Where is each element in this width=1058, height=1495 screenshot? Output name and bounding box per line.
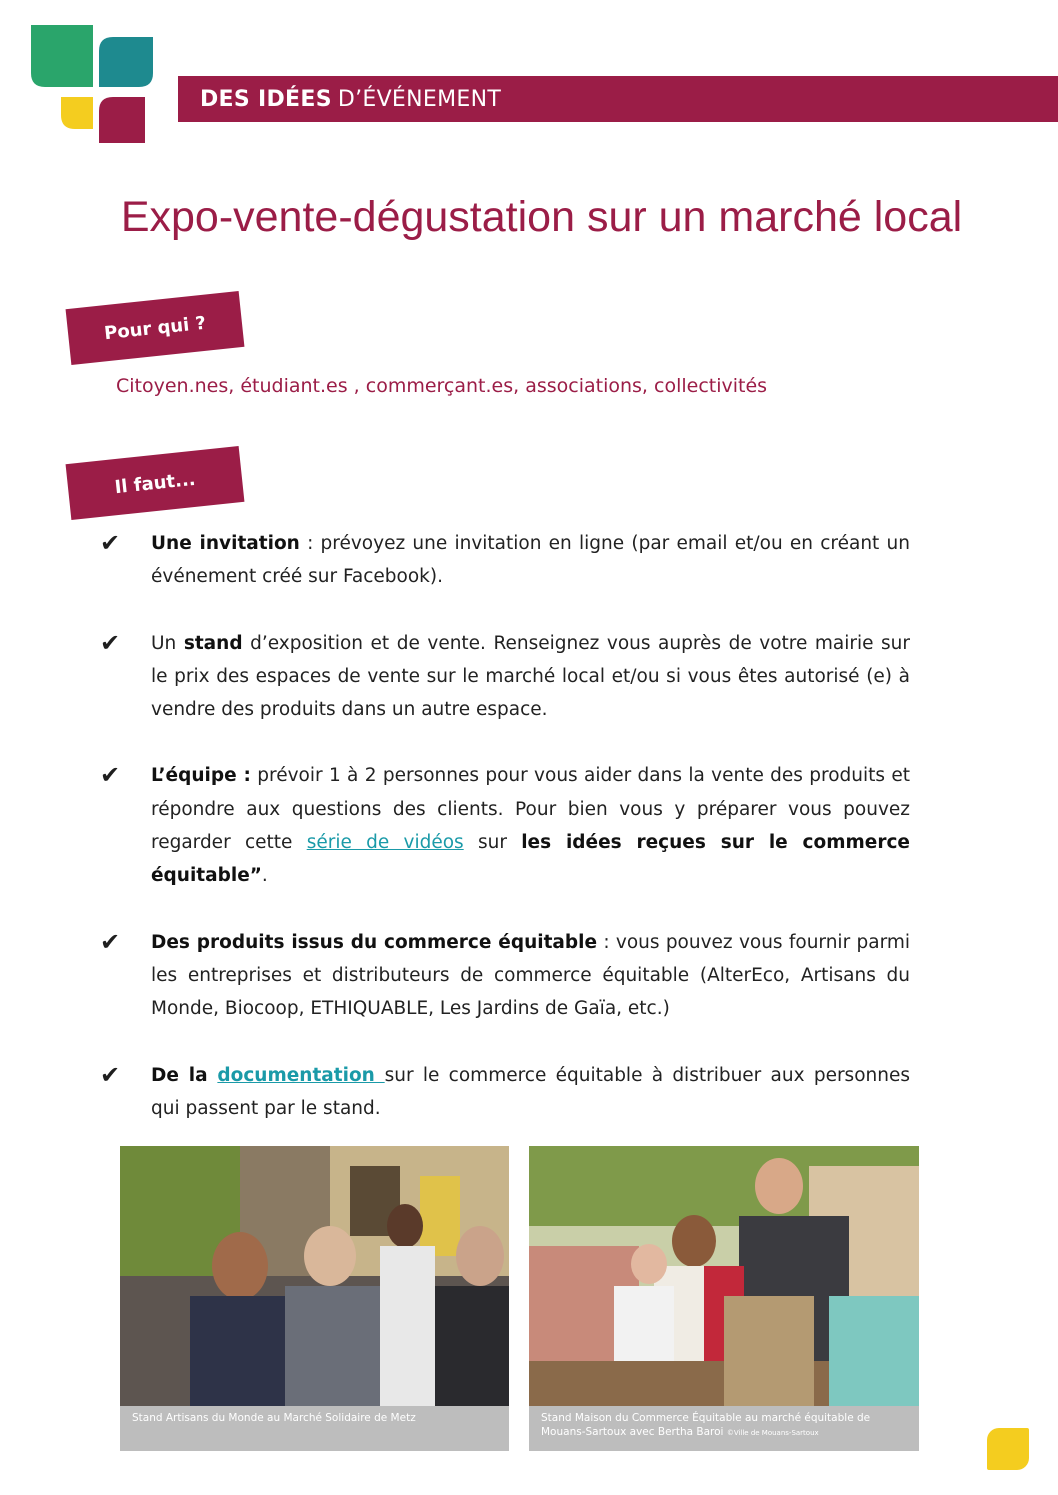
requirements-list xyxy=(100,527,910,1158)
caption-text: Stand Maison du Commerce Équitable au marché équitable de Mouans-Sartoux avec Bertha Baroi xyxy=(541,1412,871,1438)
item-rest: Renseignez vous auprès de votre mairie sur le prix des espaces de vente sur le marché local et/ou si vous êtes autorisé (e) à vendre des produits dans un autre espace. xyxy=(151,632,911,721)
page-title: Expo-vente-dégustation sur un marché local xyxy=(120,193,963,241)
caption-text: Stand Artisans du Monde au Marché Solidaire de Metz xyxy=(132,1412,416,1424)
list-item xyxy=(100,1059,910,1126)
item-bold: Une invitation xyxy=(151,533,300,554)
item-rest: prévoir 1 à 2 personnes pour vous aider dans la vente des produits et répondre aux questions des clients. Pour bien vous y préparer vous pouvez regarder cette xyxy=(151,765,910,854)
item-text xyxy=(151,1059,910,1126)
header-bold: DES IDÉES xyxy=(200,86,332,112)
documentation-link[interactable]: documentation xyxy=(217,1064,385,1086)
item-bold: De la xyxy=(151,1064,218,1086)
check-icon: ✔ xyxy=(100,529,121,557)
item-rest: : prévoyez une invitation en ligne (par email et/ou en créant un événement créé sur Facebook). xyxy=(151,533,910,588)
photo-credit: ©Ville de Mouans-Sartoux xyxy=(726,1429,819,1437)
check-icon: ✔ xyxy=(100,1060,121,1089)
check-icon: ✔ xyxy=(100,761,121,790)
item-mid: d’exposition et de vente. xyxy=(242,632,486,654)
item-bold: stand xyxy=(183,632,243,654)
audience-text: Citoyen.nes, étudiant.es , commerçant.es, associations, collectivités xyxy=(116,375,768,397)
video-series-link[interactable]: série de vidéos xyxy=(306,832,464,854)
list-item xyxy=(100,759,910,892)
header-light: D’ÉVÉNEMENT xyxy=(337,86,502,112)
check-icon: ✔ xyxy=(100,628,121,657)
item-text xyxy=(151,926,910,1026)
photo-artisans-du-monde xyxy=(120,1146,509,1451)
tag-il-faut: Il faut... xyxy=(66,446,245,520)
item-bold-2: les idées reçues sur le commerce équitable” xyxy=(151,832,910,887)
photo-maison-commerce-equitable xyxy=(529,1146,919,1451)
item-bold: L’équipe : xyxy=(151,765,251,787)
logo xyxy=(27,25,157,145)
photo-caption xyxy=(120,1406,509,1451)
item-after: sur xyxy=(463,832,522,854)
item-rest: sur le commerce équitable à distribuer aux personnes qui passent par le stand. xyxy=(151,1064,910,1119)
tag-pour-qui: Pour qui ? xyxy=(66,291,245,365)
item-end: . xyxy=(261,865,268,887)
photo-caption xyxy=(529,1406,919,1451)
list-item xyxy=(100,926,910,1026)
corner-decoration xyxy=(987,1428,1029,1470)
item-pre: Un xyxy=(151,632,184,654)
item-text xyxy=(151,627,910,727)
list-item xyxy=(100,627,910,727)
item-bold: Des produits issus du commerce équitable xyxy=(151,931,598,953)
list-item xyxy=(100,527,910,594)
item-rest: : vous pouvez vous fournir parmi les entreprises et distributeurs de commerce équitable (AlterEco, Artisans du Monde, Biocoop, ETHIQUABLE, Les Jardins de Gaïa, etc.) xyxy=(151,931,911,1020)
item-text xyxy=(151,527,910,594)
header-band xyxy=(178,76,1058,122)
check-icon: ✔ xyxy=(100,927,121,956)
item-text xyxy=(151,759,910,892)
